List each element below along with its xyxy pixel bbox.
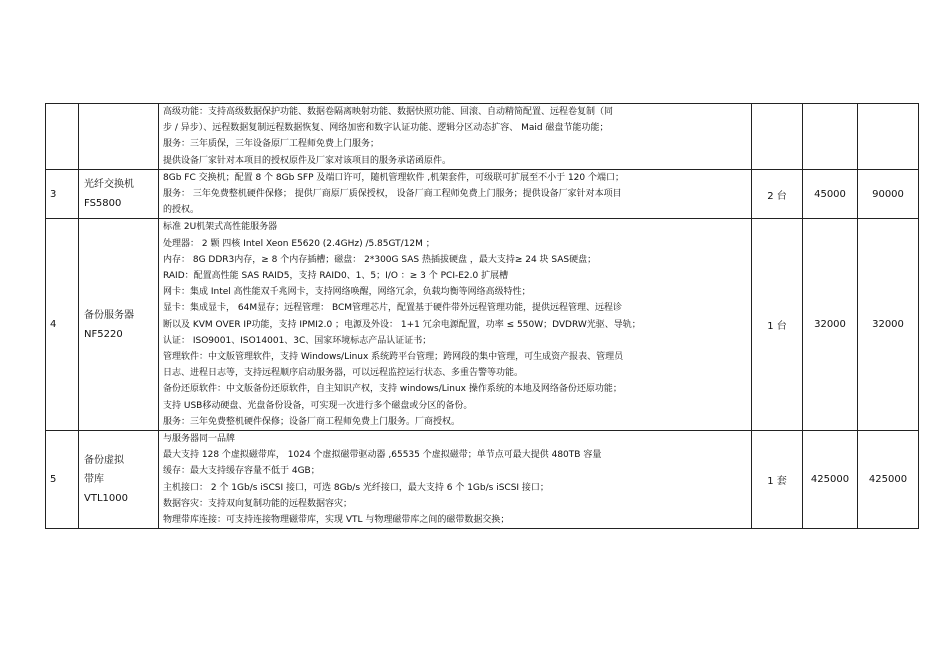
spec-table xyxy=(45,103,919,529)
spec-line: 网卡：集成 Intel 高性能双千兆网卡，支持网络唤醒，网络冗余，负载均衡等网络高级特性； xyxy=(163,287,531,298)
spec-line: 的授权。 xyxy=(163,205,200,216)
item-quantity: 2 台 xyxy=(752,169,803,219)
item-unit-price: 32000 xyxy=(803,219,858,431)
item-number: 5 xyxy=(46,431,79,529)
spec-line: RAID：配置高性能 SAS RAID5，支持 RAID0、1、5；I/O ：≥ 3 个 PCI-E2.0 扩展槽 xyxy=(163,271,509,282)
spec-line: 管理软件：中文版管理软件，支持 Windows/Linux 系统跨平台管理；跨网段的集中管理，可生成资产报表、管理员 xyxy=(163,352,624,363)
item-total-price: 32000 xyxy=(858,219,919,431)
spec-line: 主机接口： 2 个 1Gb/s iSCSI 接口，可选 8Gb/s 光纤接口，最大支持 6 个 1Gb/s iSCSI 接口； xyxy=(163,482,549,493)
item-number: 4 xyxy=(46,219,79,431)
spec-line: 备份还原软件：中文版备份还原软件，自主知识产权，支持 windows/Linux 操作系统的本地及网络备份还原功能； xyxy=(163,384,622,395)
item-total-price: 90000 xyxy=(858,169,919,219)
item-number xyxy=(46,104,79,170)
spec-line: 与服务器同一品牌 xyxy=(163,434,236,445)
item-unit-price: 45000 xyxy=(803,169,858,219)
table-row xyxy=(46,104,919,170)
item-name xyxy=(79,104,159,170)
spec-line: 日志、进程日志等，支持远程顺序启动服务器，可以远程监控运行状态、多重告警等功能。 xyxy=(163,368,524,379)
spec-line: 处理器： 2 颗 四核 Intel Xeon E5620 (2.4GHz) /5.85GT/12M ； xyxy=(163,238,435,249)
spec-line: 服务： 三年免费整机硬件保修； 提供厂商原厂质保授权， 设备厂商工程师免费上门服务；提供设备厂家针对本项目 xyxy=(163,189,622,200)
item-spec xyxy=(159,104,752,170)
spec-line: 服务：三年免费整机硬件保修；设备厂商工程师免费上门服务。厂商授权。 xyxy=(163,416,461,427)
item-unit-price xyxy=(803,104,858,170)
item-name xyxy=(79,431,159,529)
item-name xyxy=(79,169,159,219)
item-spec xyxy=(159,169,752,219)
item-total-price xyxy=(858,104,919,170)
spec-line: 步 / 异步）、远程数据复制远程数据恢复、网络加密和数字认证功能、逻辑分区动态扩容、 Maid 磁盘节能功能； xyxy=(163,123,609,134)
item-name-line: 备份虚拟 xyxy=(84,455,124,467)
table-row xyxy=(46,219,919,431)
item-name-line: VTL1000 xyxy=(84,493,128,505)
item-number: 3 xyxy=(46,169,79,219)
item-name-line: 备份服务器 xyxy=(84,309,134,321)
spec-line: 断以及 KVM OVER IP功能，支持 IPMI2.0 ；电源及外设： 1+1 冗余电源配置，功率 ≤ 550W；DVDRW光驱、导轨； xyxy=(163,319,641,330)
item-name-line: NF5220 xyxy=(84,328,123,340)
item-quantity: 1 套 xyxy=(752,431,803,529)
spec-line: 物理带库连接：可支持连接物理磁带库，实现 VTL 与物理磁带库之间的磁带数据交换； xyxy=(163,515,510,526)
item-name-line: FS5800 xyxy=(84,198,122,210)
spec-line: 数据容灾：支持双向复制功能的远程数据容灾； xyxy=(163,498,353,509)
item-spec xyxy=(159,219,752,431)
spec-line: 提供设备厂家针对本项目的授权原件及厂家对该项目的服务承诺函原件。 xyxy=(163,155,452,166)
spec-line: 标准 2U机架式高性能服务器 xyxy=(163,222,278,233)
spec-line: 高级功能：支持高级数据保护功能、数据卷隔离映射功能、数据快照功能、回滚、自动精简配置、远程卷复制（同 xyxy=(163,107,614,117)
item-total-price: 425000 xyxy=(858,431,919,529)
item-spec xyxy=(159,431,752,529)
spec-line: 最大支持 128 个虚拟磁带库， 1024 个虚拟磁带驱动器 ,65535 个虚拟磁带；单节点可最大提供 480TB 容量 xyxy=(163,450,602,461)
spec-line: 支持 USB移动硬盘、光盘备份设备，可实现一次进行多个磁盘或分区的备份。 xyxy=(163,400,473,411)
item-name-line: 光纤交换机 xyxy=(84,179,134,191)
item-unit-price: 425000 xyxy=(803,431,858,529)
spec-line: 内存： 8G DDR3内存，≥ 8 个内存插槽；磁盘： 2*300G SAS 热插拔硬盘 ，最大支持≥ 24 块 SAS硬盘； xyxy=(163,254,597,265)
spec-line: 显卡：集成显卡， 64M显存；远程管理： BCM管理芯片，配置基于硬件带外远程管理功能，提供远程管理、远程诊 xyxy=(163,303,623,314)
table-row xyxy=(46,169,919,219)
spec-line: 8Gb FC 交换机；配置 8 个 8Gb SFP 及端口许可，随机管理软件 ,机架套件，可级联可扩展至不小于 120 个端口； xyxy=(163,172,624,183)
spec-line: 认证： ISO9001、ISO14001、3C、国家环境标志产品认证证书； xyxy=(163,335,432,346)
item-quantity xyxy=(752,104,803,170)
spec-line: 缓存：最大支持缓存容量不低于 4GB； xyxy=(163,466,320,477)
item-name-line: 带库 xyxy=(84,474,104,486)
item-name xyxy=(79,219,159,431)
spec-line: 服务：三年质保，三年设备原厂工程师免费上门服务； xyxy=(163,139,380,150)
table-row xyxy=(46,431,919,529)
item-quantity: 1 台 xyxy=(752,219,803,431)
